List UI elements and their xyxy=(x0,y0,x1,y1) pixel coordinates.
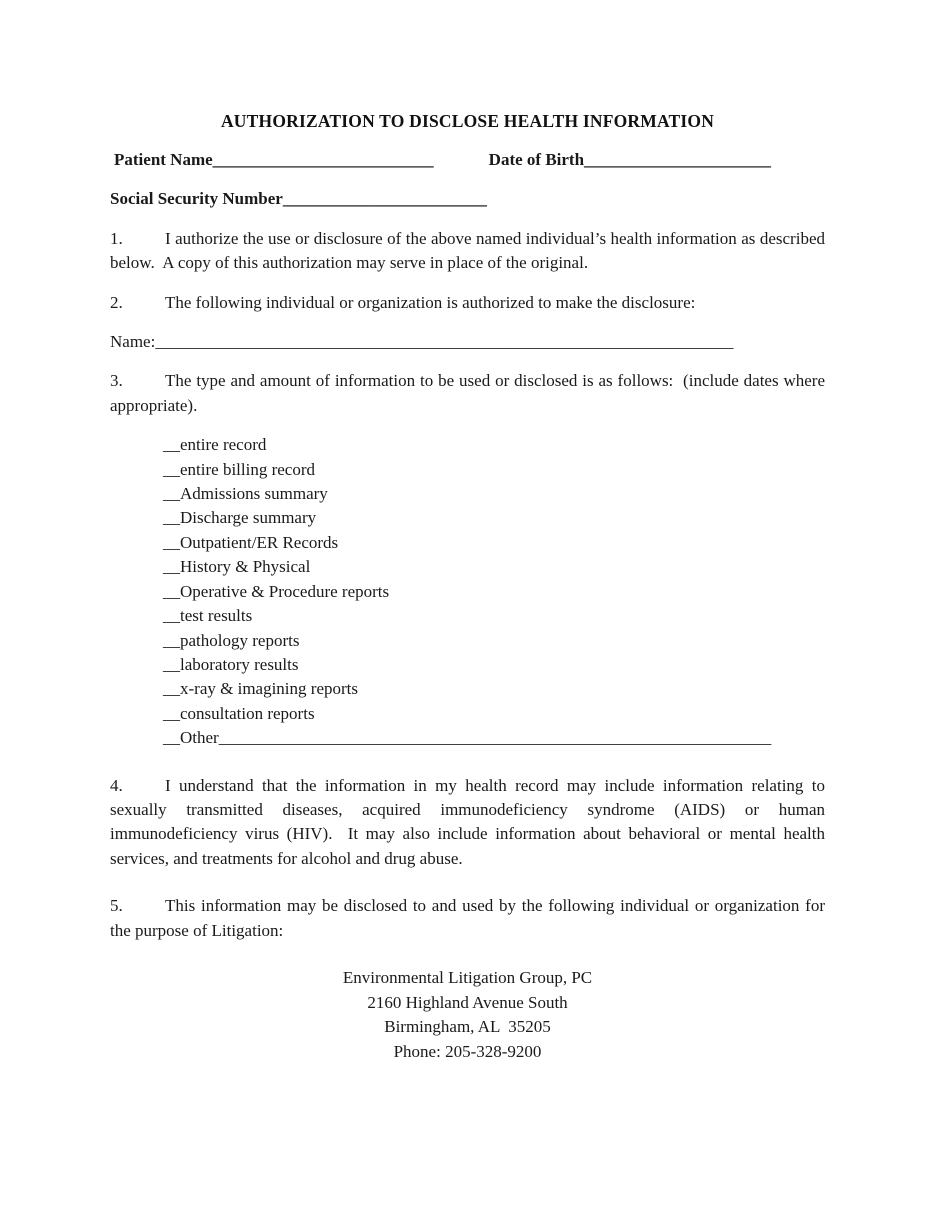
checklist-item-entire-billing-record xyxy=(163,458,825,482)
item-3-number: 3. xyxy=(110,371,123,391)
check-blank[interactable]: __ xyxy=(163,654,180,674)
check-blank[interactable]: __ xyxy=(163,557,180,577)
check-blank[interactable]: __ xyxy=(163,728,180,748)
item-5-number: 5. xyxy=(110,896,123,916)
checklist-item-admissions-summary xyxy=(163,482,825,506)
check-label: History & Physical xyxy=(180,557,311,577)
check-blank[interactable]: __ xyxy=(163,532,180,552)
patient-name-blank[interactable]: __________________________ xyxy=(212,150,434,169)
checklist-item-consultation-reports xyxy=(163,702,825,726)
check-blank[interactable]: __ xyxy=(163,459,180,479)
item-5-text: This information may be disclosed to and used by the following individual or organization for the purpose of Litigation: xyxy=(110,896,830,940)
other-label: Other xyxy=(180,728,219,748)
item-2-text: The following individual or organization is authorized to make the disclosure: xyxy=(165,292,696,312)
checklist-item-laboratory-results xyxy=(163,653,825,677)
patient-name-field xyxy=(114,150,434,169)
checklist-item-pathology-reports xyxy=(163,629,825,653)
recipient-block xyxy=(110,966,825,1064)
item-1 xyxy=(110,227,830,276)
patient-name-label: Patient Name xyxy=(114,150,213,169)
checklist-item-entire-record xyxy=(163,433,825,457)
check-blank[interactable]: __ xyxy=(163,508,180,528)
check-blank[interactable]: __ xyxy=(163,435,180,455)
item-4-number: 4. xyxy=(110,775,123,795)
check-label: x-ray & imagining reports xyxy=(180,679,358,699)
check-label: pathology reports xyxy=(180,630,300,650)
item-5 xyxy=(110,894,830,943)
date-of-birth-label: Date of Birth xyxy=(488,150,585,169)
recipient-street: 2160 Highland Avenue South xyxy=(367,992,568,1012)
item-4-text: I understand that the information in my health record may include information relating to sexually transmitted diseases, acquired immunodeficiency syndrome (AIDS) or human immunodeficiency virus (HIV). It may also include information about behavioral or mental health services, and treatments for alcohol and drug abuse. xyxy=(110,775,830,868)
item-1-number: 1. xyxy=(110,228,123,248)
check-blank[interactable]: __ xyxy=(163,606,180,626)
ssn-row xyxy=(110,187,825,211)
checklist-item-test-results xyxy=(163,604,825,628)
ssn-label: Social Security Number xyxy=(110,189,283,209)
recipient-city-state-zip: Birmingham, AL 35205 xyxy=(384,1017,551,1037)
name-blank[interactable]: ____________________________________________________________________ xyxy=(155,332,734,352)
check-blank[interactable]: __ xyxy=(163,679,180,699)
check-label: consultation reports xyxy=(180,703,315,723)
check-label: Discharge summary xyxy=(180,508,317,528)
item-1-text: I authorize the use or disclosure of the above named individual’s health information as described below. A copy of this authorization may serve in place of the original. xyxy=(110,228,830,273)
checklist-item-outpatient-er-records xyxy=(163,531,825,555)
item-2 xyxy=(110,291,825,315)
name-label: Name: xyxy=(110,332,156,352)
date-of-birth-field xyxy=(489,150,771,169)
records-checklist xyxy=(110,433,825,750)
check-blank[interactable]: __ xyxy=(163,703,180,723)
check-label: Outpatient/ER Records xyxy=(180,532,339,552)
checklist-item-other xyxy=(163,726,825,750)
patient-dob-row xyxy=(110,148,825,172)
check-blank[interactable]: __ xyxy=(163,581,180,601)
recipient-phone: Phone: 205-328-9200 xyxy=(393,1041,542,1061)
item-4 xyxy=(110,774,830,872)
check-label: test results xyxy=(180,606,253,626)
recipient-org: Environmental Litigation Group, PC xyxy=(342,967,593,987)
item-2-number: 2. xyxy=(110,292,123,312)
check-label: Operative & Procedure reports xyxy=(180,581,390,601)
checklist-item-discharge-summary xyxy=(163,506,825,530)
ssn-blank[interactable]: ________________________ xyxy=(282,189,487,209)
name-field-row xyxy=(110,330,825,354)
check-blank[interactable]: __ xyxy=(163,630,180,650)
item-3-text: The type and amount of information to be used or disclosed is as follows: (include dates where appropriate). xyxy=(110,371,830,415)
check-label: entire record xyxy=(180,435,267,455)
checklist-item-history-physical xyxy=(163,555,825,579)
check-label: Admissions summary xyxy=(180,484,328,504)
checklist-item-xray-imagining-reports xyxy=(163,677,825,701)
item-3 xyxy=(110,369,830,418)
document-title: AUTHORIZATION TO DISCLOSE HEALTH INFORMATION xyxy=(220,111,715,131)
other-blank[interactable]: _________________________________________________________________ xyxy=(218,728,772,748)
check-label: entire billing record xyxy=(180,459,316,479)
date-of-birth-blank[interactable]: ______________________ xyxy=(584,150,772,169)
check-label: laboratory results xyxy=(180,654,299,674)
checklist-item-operative-procedure-reports xyxy=(163,580,825,604)
check-blank[interactable]: __ xyxy=(163,484,180,504)
